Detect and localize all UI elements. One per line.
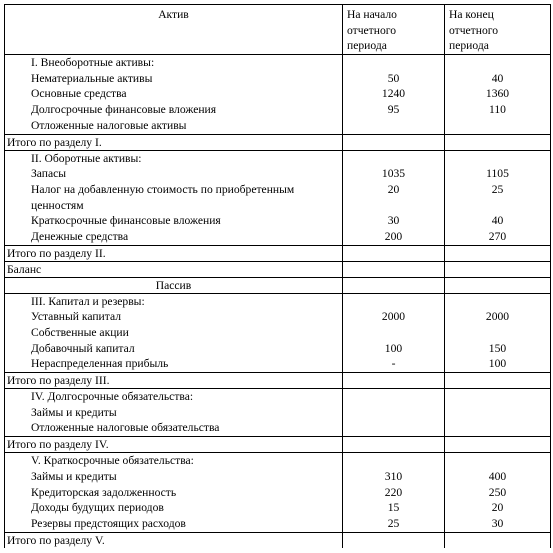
row-label: Отложенные налоговые активы — [31, 118, 187, 132]
section-title: IV. Долгосрочные обязательства: — [31, 390, 194, 404]
total-start-cell — [343, 245, 445, 261]
total-end-cell — [445, 532, 551, 548]
end-value — [445, 118, 550, 134]
header-start-line-1: На начало — [347, 8, 397, 21]
total-label: Итого по разделу III. — [5, 373, 343, 389]
balance-start-cell — [343, 261, 445, 277]
section-block — [5, 55, 551, 134]
table-header-row — [5, 5, 551, 55]
start-value: - — [391, 357, 396, 371]
passive-start-cell — [343, 277, 445, 293]
end-value — [445, 405, 550, 421]
total-label: Итого по разделу II. — [5, 245, 343, 261]
header-asset-cell — [5, 5, 343, 55]
section-labels-cell — [5, 389, 343, 437]
section-labels-cell — [5, 293, 343, 372]
row-label: Денежные средства — [31, 229, 129, 243]
header-end-line-2: отчетного — [449, 23, 499, 37]
row-label: Собственные акции — [31, 326, 129, 340]
row-label: Долгосрочные финансовые вложения — [31, 103, 217, 117]
start-value: 25 — [387, 516, 400, 530]
start-value — [343, 405, 444, 421]
row-label: Нематериальные активы — [31, 71, 153, 85]
section-title: I. Внеоборотные активы: — [31, 56, 155, 70]
passive-end-cell — [445, 277, 551, 293]
row-label: Нераспределенная прибыль — [31, 357, 169, 371]
header-end-cell — [445, 5, 551, 55]
section-labels-cell — [5, 55, 343, 134]
row-label: Краткосрочные финансовые вложения — [31, 214, 221, 228]
start-value: 15 — [387, 501, 400, 515]
header-start-line-3: периода — [347, 39, 387, 53]
balance-label: Баланс — [5, 261, 343, 277]
end-value: 1105 — [486, 167, 509, 181]
start-value — [343, 118, 444, 134]
start-value: 100 — [384, 341, 403, 355]
end-value: 150 — [488, 341, 507, 355]
header-end-line-3: периода — [449, 39, 489, 53]
balance-row — [5, 261, 551, 277]
balance-sheet-table — [4, 4, 551, 548]
section-labels-cell — [5, 150, 343, 245]
section-start-cell — [343, 453, 445, 532]
total-end-cell — [445, 437, 551, 453]
start-value — [343, 325, 444, 341]
start-value: 30 — [387, 214, 400, 228]
row-label: Налог на добавленную стоимость по приобретенным ценностям — [31, 182, 295, 212]
start-value: 1240 — [381, 87, 406, 101]
section-block — [5, 389, 551, 437]
row-label: Резервы предстоящих расходов — [31, 516, 186, 530]
row-label: Добавочный капитал — [31, 341, 135, 355]
total-label: Итого по разделу IV. — [5, 437, 343, 453]
passive-header-row — [5, 277, 551, 293]
total-row — [5, 373, 551, 389]
total-label: Итого по разделу V. — [5, 532, 343, 548]
end-value: 400 — [488, 469, 507, 483]
section-start-cell — [343, 150, 445, 245]
end-value: 40 — [491, 214, 504, 228]
total-row — [5, 134, 551, 150]
end-value: 25 — [491, 182, 504, 196]
end-value: 30 — [491, 516, 504, 530]
balance-end-cell — [445, 261, 551, 277]
header-start-line-2: отчетного — [347, 23, 397, 37]
total-end-cell — [445, 245, 551, 261]
section-title: V. Краткосрочные обязательства: — [31, 454, 194, 468]
section-end-cell — [445, 293, 551, 372]
end-value: 100 — [488, 357, 507, 371]
end-value — [445, 420, 550, 436]
passive-header: Пассив — [5, 277, 343, 293]
section-block — [5, 293, 551, 372]
end-value: 2000 — [485, 310, 510, 324]
section-title: II. Оборотные активы: — [31, 151, 142, 165]
end-value: 110 — [489, 103, 506, 117]
start-value: 1035 — [381, 167, 406, 181]
start-value — [343, 420, 444, 436]
header-end-line-1: На конец — [449, 8, 494, 21]
total-start-cell — [343, 532, 445, 548]
section-start-cell — [343, 293, 445, 372]
total-start-cell — [343, 134, 445, 150]
total-row — [5, 532, 551, 548]
section-labels-cell — [5, 453, 343, 532]
row-label: Займы и кредиты — [31, 405, 117, 419]
total-label: Итого по разделу I. — [5, 134, 343, 150]
end-value: 270 — [488, 229, 507, 243]
start-value: 2000 — [381, 310, 406, 324]
end-value: 40 — [491, 71, 504, 85]
row-label: Отложенные налоговые обязательства — [31, 421, 220, 435]
row-label: Займы и кредиты — [31, 469, 117, 483]
start-value: 50 — [387, 71, 400, 85]
row-label: Доходы будущих периодов — [31, 501, 164, 515]
start-value: 310 — [384, 469, 403, 483]
section-block — [5, 453, 551, 532]
end-value: 1360 — [485, 87, 510, 101]
total-end-cell — [445, 373, 551, 389]
end-value: 250 — [488, 485, 507, 499]
total-end-cell — [445, 134, 551, 150]
end-value: 20 — [491, 501, 504, 515]
total-start-cell — [343, 437, 445, 453]
end-value — [445, 325, 550, 341]
total-row — [5, 245, 551, 261]
row-label: Кредиторская задолженность — [31, 485, 177, 499]
total-row — [5, 437, 551, 453]
start-value: 220 — [384, 485, 403, 499]
section-end-cell — [445, 150, 551, 245]
row-label: Основные средства — [31, 87, 127, 101]
section-end-cell — [445, 389, 551, 437]
header-asset-label: Актив — [158, 8, 189, 21]
section-block — [5, 150, 551, 245]
row-label: Запасы — [31, 167, 67, 181]
section-start-cell — [343, 55, 445, 134]
total-start-cell — [343, 373, 445, 389]
section-end-cell — [445, 453, 551, 532]
section-start-cell — [343, 389, 445, 437]
start-value: 95 — [387, 103, 400, 117]
section-end-cell — [445, 55, 551, 134]
row-label: Уставный капитал — [31, 310, 121, 324]
start-value: 20 — [387, 182, 400, 196]
header-start-cell — [343, 5, 445, 55]
start-value: 200 — [384, 229, 403, 243]
section-title: III. Капитал и резервы: — [31, 294, 145, 308]
